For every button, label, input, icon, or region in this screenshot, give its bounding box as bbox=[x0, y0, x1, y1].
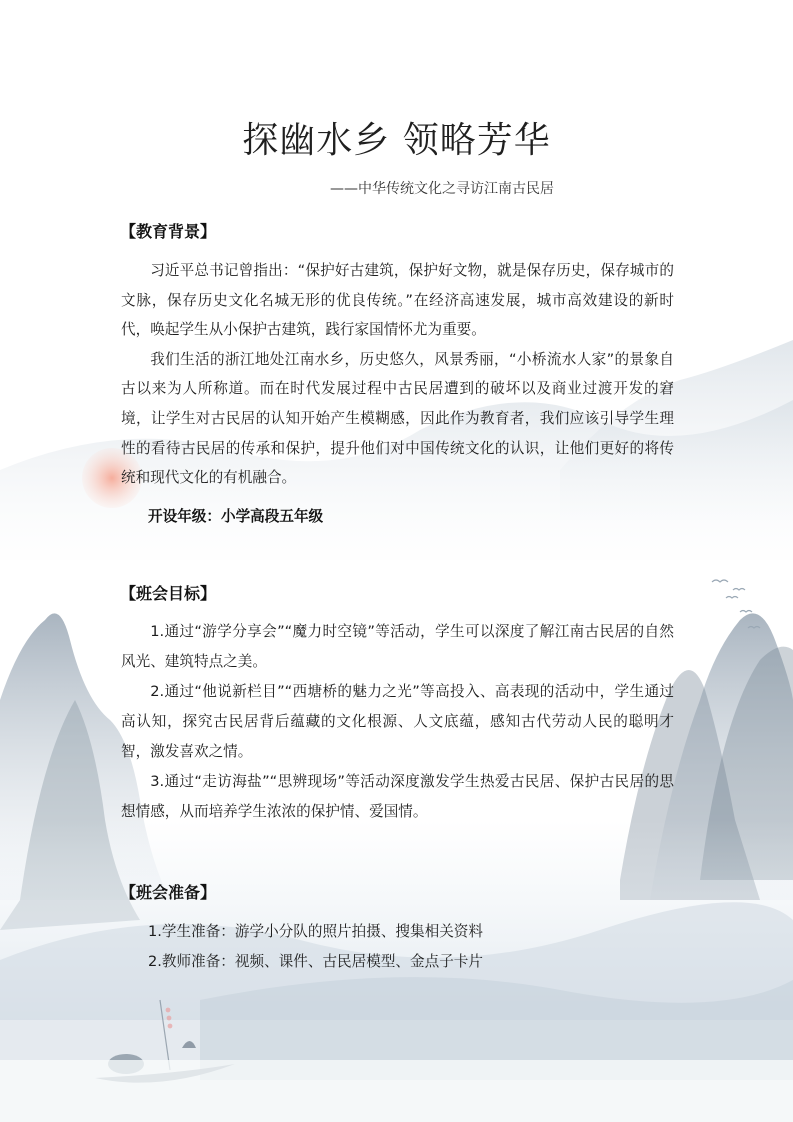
goal-item: 2.通过“他说新栏目”“西塘桥的魅力之光”等高投入、高表现的活动中，学生通过高认知，探究古民居背后蕴藏的文化根源、人文底蕴，感知古代劳动人民的聪明才智，激发喜欢之情。 bbox=[121, 683, 674, 760]
background-body bbox=[121, 256, 674, 493]
page-title: 探幽水乡 领略芳华 bbox=[242, 120, 551, 161]
section-heading-goals: 【班会目标】 bbox=[120, 584, 217, 603]
goal-item: 1.通过“游学分享会”“魔力时空镜”等活动，学生可以深度了解江南古民居的自然风光、建筑特点之美。 bbox=[121, 623, 674, 670]
section-heading-preparation: 【班会准备】 bbox=[120, 883, 217, 902]
background-paragraph: 习近平总书记曾指出：“保护好古建筑，保护好文物，就是保存历史，保存城市的文脉，保存历史文化名城无形的优良传统。”在经济高速发展，城市高效建设的新时代，唤起学生从小保护古建筑，践行家国情怀尤为重要。 bbox=[121, 262, 674, 339]
goals-body bbox=[121, 617, 674, 827]
section-heading-background: 【教育背景】 bbox=[120, 222, 217, 241]
background-paragraph: 我们生活的浙江地处江南水乡，历史悠久，风景秀丽，“小桥流水人家”的景象自古以来为人所称道。而在时代发展过程中古民居遭到的破坏以及商业过渡开发的窘境，让学生对古民居的认知开始产生模糊感，因此作为教育者，我们应该引导学生理性的看待古民居的传承和保护，提升他们对中国传统文化的认识，让他们更好的将传统和现代文化的有机融合。 bbox=[121, 350, 674, 487]
goal-item: 3.通过“走访海盐”“思辨现场”等活动深度激发学生热爱古民居、保护古民居的思想情感，从而培养学生浓浓的保护情、爱国情。 bbox=[121, 773, 674, 820]
page-subtitle: ——中华传统文化之寻访江南古民居 bbox=[330, 181, 554, 197]
preparation-item: 2.教师准备：视频、课件、古民居模型、金点子卡片 bbox=[148, 953, 483, 970]
grade-line: 开设年级：小学高段五年级 bbox=[148, 508, 324, 525]
preparation-body bbox=[148, 917, 483, 977]
preparation-item: 1.学生准备：游学小分队的照片拍摄、搜集相关资料 bbox=[148, 923, 483, 940]
